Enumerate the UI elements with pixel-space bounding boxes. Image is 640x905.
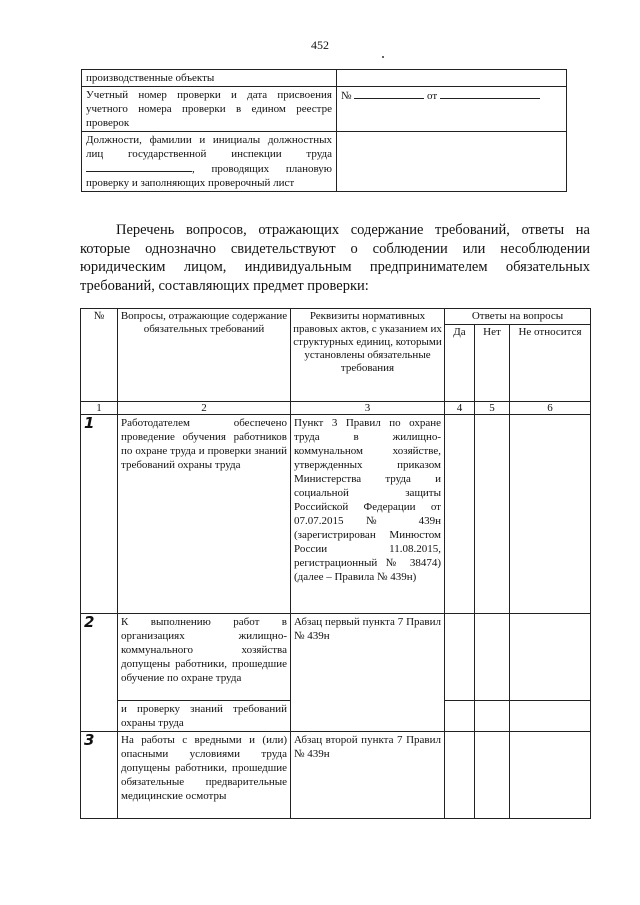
col-no-header: Нет [475, 325, 510, 402]
inspectors-label-c: проводящих плановую проверку и заполняющих проверочный лист [86, 163, 332, 189]
answer-yes-cell[interactable] [445, 701, 475, 732]
answer-yes-cell[interactable] [445, 415, 475, 614]
date-word: от [427, 90, 438, 102]
question-cell: К выполнению работ в организациях жилищно-коммунального хозяйства допущены работники, прошедшие обучение по охране труда [118, 614, 291, 701]
date-blank [440, 88, 540, 99]
inspectors-value [337, 132, 567, 192]
col-requisites-header: Реквизиты нормативных правовых актов, с указанием их структурных единиц, которыми установлены обязательные требования [291, 309, 445, 402]
question-cell: Работодателем обеспечено проведение обучения работников по охране труда и проверки знаний требований охраны труда [118, 415, 291, 614]
inspectors-label [82, 132, 337, 192]
col-na-header: Не относится [510, 325, 591, 402]
table-header-row [81, 309, 591, 325]
answer-no-cell[interactable] [475, 732, 510, 819]
answer-yes-cell[interactable] [445, 732, 475, 819]
table-row [81, 415, 591, 614]
objects-value [337, 70, 567, 87]
question-cell: На работы с вредными и (или) опасными условиями труда допущены работники, прошедшие обязательные предварительные медицинские осмотры [118, 732, 291, 819]
requisite-cell: Абзац второй пункта 7 Правил № 439н [291, 732, 445, 819]
requisite-cell: Абзац первый пункта 7 Правил № 439н [291, 614, 445, 732]
question-cell-continued: и проверку знаний требований охраны труда [118, 701, 291, 732]
col-answers-header: Ответы на вопросы [445, 309, 591, 325]
column-number-row [81, 402, 591, 415]
answer-na-cell[interactable] [510, 614, 591, 701]
table-row [81, 732, 591, 819]
header-table [81, 69, 567, 192]
intro-paragraph: Перечень вопросов, отражающих содержание требований, ответы на которые однозначно свидетельствуют о соблюдении или несоблюдении юридическим лицом, индивидуальным предпринимателем обязательных требований, составляющих предмет проверки: [80, 222, 590, 294]
row-number: 2 [81, 614, 118, 732]
header-row-objects [82, 70, 567, 87]
requisite-cell: Пункт 3 Правил по охране труда в жилищно-коммунальном хозяйстве, утвержденных приказом Министерства труда и социальной защиты Российской Федерации от 07.07.2015 № 439н (зарегистрирован Минюстом России 11.08.2015, регистрационный № 38474) (далее – Правила № 439н) [291, 415, 445, 614]
check-number-value [337, 87, 567, 132]
col-num-header: № [81, 309, 118, 402]
answer-yes-cell[interactable] [445, 614, 475, 701]
col-question-header: Вопросы, отражающие содержание обязательных требований [118, 309, 291, 402]
check-number-label: Учетный номер проверки и дата присвоения учетного номера проверки в едином реестре проверок [82, 87, 337, 132]
col-number: 1 [81, 402, 118, 415]
scan-dot [382, 56, 384, 58]
row-number: 3 [81, 732, 118, 819]
col-number: 3 [291, 402, 445, 415]
answer-no-cell[interactable] [475, 701, 510, 732]
inspectors-label-b: , [192, 163, 195, 175]
answer-na-cell[interactable] [510, 701, 591, 732]
answer-na-cell[interactable] [510, 732, 591, 819]
header-row-inspectors [82, 132, 567, 192]
inspectors-blank [86, 161, 192, 172]
col-yes-header: Да [445, 325, 475, 402]
header-row-check-number [82, 87, 567, 132]
row-number: 1 [81, 415, 118, 614]
answer-no-cell[interactable] [475, 415, 510, 614]
page-number: 452 [311, 38, 329, 52]
col-number: 5 [475, 402, 510, 415]
col-number: 2 [118, 402, 291, 415]
answer-no-cell[interactable] [475, 614, 510, 701]
number-sign: № [341, 90, 352, 102]
table-row [81, 614, 591, 701]
col-number: 4 [445, 402, 475, 415]
objects-label: производственные объекты [82, 70, 337, 87]
number-blank [354, 88, 424, 99]
requirements-table [80, 308, 591, 819]
col-number: 6 [510, 402, 591, 415]
inspectors-label-a: Должности, фамилии и инициалы должностных лиц государственной инспекции труда [86, 134, 332, 160]
answer-na-cell[interactable] [510, 415, 591, 614]
